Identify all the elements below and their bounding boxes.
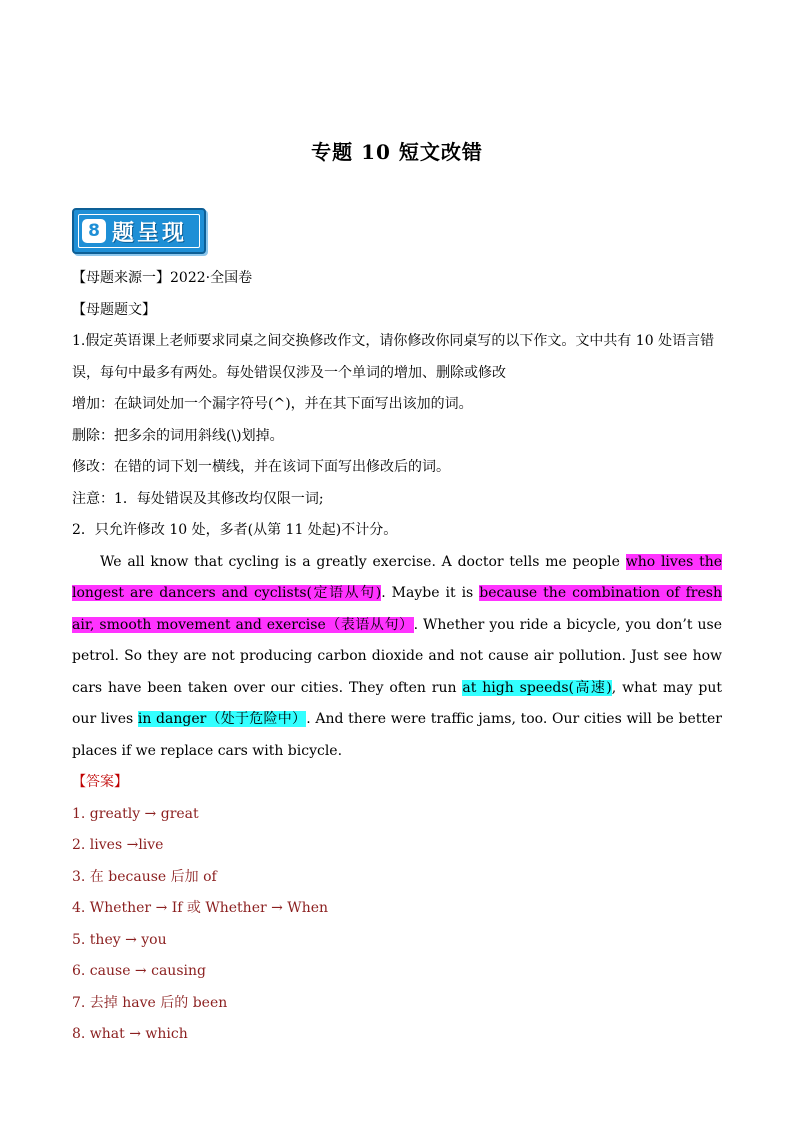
passage-text: We all know that cycling is a greatly exercise. A doctor tells me people [100, 553, 626, 570]
instruction-line: 1.假定英语课上老师要求同桌之间交换修改作文，请你修改你同桌写的以下作文。文中共有 10 处语言错误，每句中最多有两处。每处错误仅涉及一个单词的增加、删除或修改 [72, 333, 715, 381]
document-body [72, 263, 722, 1051]
badge-label: 题呈现 [112, 221, 188, 246]
page-title: 专题 10 短文改错 [311, 140, 483, 164]
answer-item: 8. what → which [72, 1026, 188, 1042]
answer-heading: 【答案】 [72, 774, 128, 790]
instruction-line: 2．只允许修改 10 处，多者(从第 11 处起)不计分。 [72, 522, 398, 538]
passage [72, 547, 722, 768]
passage-text: . And there were traffic jams, too. Our cities will be better places if we replace cars with bicycle. [72, 711, 722, 759]
highlight-predicative-clause: because the combination of fresh air, smooth movement and exercise（表语从句） [72, 585, 722, 633]
highlight-attributive-clause: who lives the longest are dancers and cyclists(定语从句) [72, 553, 723, 601]
answer-item: 4. Whether → If 或 Whether → When [72, 900, 329, 916]
instruction-line: 修改：在错的词下划一横线，并在该词下面写出修改后的词。 [72, 459, 450, 475]
answer-item: 3. 在 because 后加 of [72, 868, 217, 885]
source-line: 【母题来源一】2022·全国卷 [72, 270, 253, 286]
instruction-line: 注意：1．每处错误及其修改均仅限一词; [72, 490, 324, 507]
section-badge [72, 208, 206, 254]
answer-item: 2. lives →live [72, 837, 164, 853]
answer-item: 1. greatly → great [72, 805, 199, 822]
badge-number-icon: 8 [82, 219, 106, 243]
question-heading: 【母题题文】 [72, 301, 156, 318]
answer-item: 5. they → you [72, 931, 167, 948]
instruction-line: 删除：把多余的词用斜线(\)划掉。 [72, 427, 284, 444]
passage-text: , what may put our lives [72, 679, 722, 727]
highlight-in-danger: in danger（处于危险中） [137, 711, 307, 727]
instruction-line: 增加：在缺词处加一个漏字符号(^)，并在其下面写出该加的词。 [72, 396, 473, 412]
answer-item: 7. 去掉 have 后的 been [72, 994, 228, 1011]
highlight-high-speeds: at high speeds(高速) [462, 679, 612, 696]
passage-text: . Maybe it is [381, 585, 480, 601]
passage-text: . Whether you ride a bicycle, you don’t use petrol. So they are not producing carbon dioxide and not cause air pollution. Just see how cars have been taken over our cities. They often run [72, 616, 722, 696]
answer-item: 6. cause → causing [72, 963, 206, 979]
